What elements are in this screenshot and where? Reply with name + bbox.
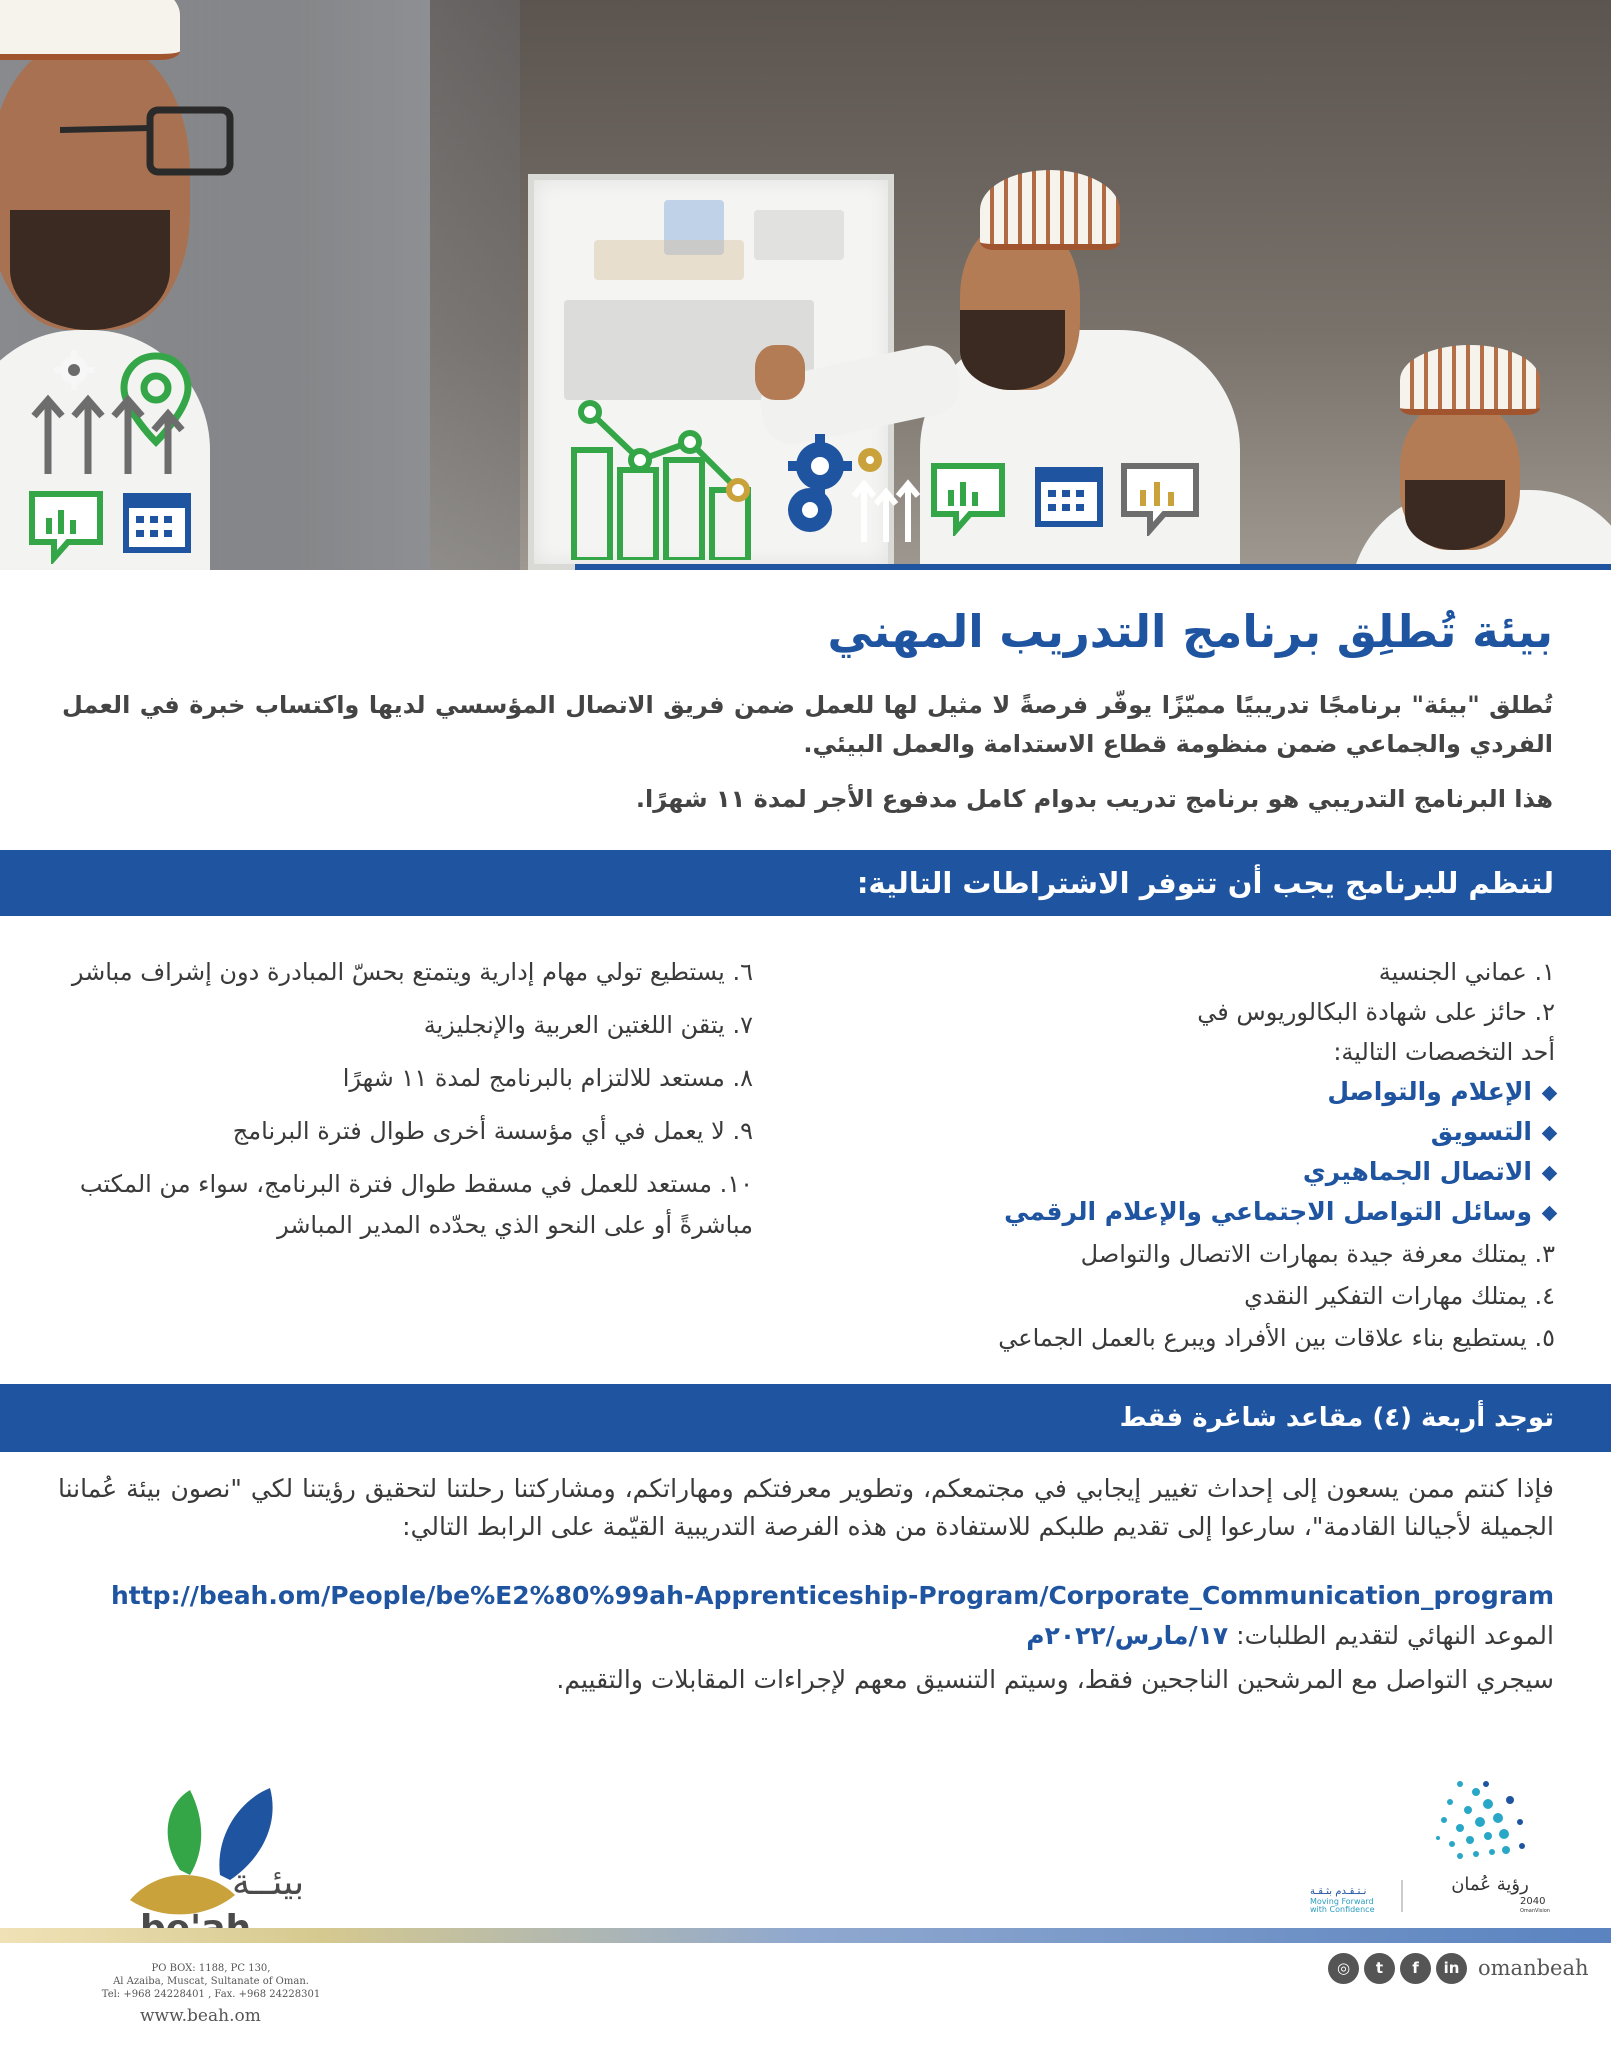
requirement-communication: ٣. يمتلك معرفة جيدة بمهارات الاتصال والتواصل: [1080, 1240, 1555, 1268]
linkedin-icon[interactable]: in: [1436, 1953, 1467, 1984]
growth-arrows-icon: [28, 378, 208, 474]
requirements-heading: لتنظم للبرنامج يجب أن تتوفر الاشتراطات التالية:: [856, 866, 1554, 900]
seats-banner: [0, 1384, 1611, 1452]
requirement-nationality: ١. عماني الجنسية: [1378, 958, 1555, 986]
presenter-hand: [755, 345, 805, 400]
hero-photo: [0, 0, 1611, 570]
diamond-bullet-icon: [1542, 1125, 1558, 1141]
calendar-icon: [122, 488, 192, 554]
person-seated: [1350, 340, 1611, 570]
requirement-location: ١٠. مستعد للعمل في مسقط طوال فترة البرنامج، سواء من المكتب مباشرةً أو على النحو الذي يحدّده المدير المباشر: [79, 1170, 753, 1239]
vision-sub: OmanVision: [1520, 1908, 1550, 1912]
chat-chart-icon-2: [930, 462, 1006, 536]
calendar-icon-2: [1034, 462, 1104, 528]
up-arrows-icon: [850, 472, 922, 542]
requirements-left-column: [53, 952, 753, 1258]
program-duration-note: هذا البرنامج التدريبي هو برنامج تدريب بدوام كامل مدفوع الأجر لمدة ١١ شهرًا.: [635, 785, 1553, 813]
application-link[interactable]: http://beah.om/People/be%E2%80%99ah-Apprenticeship-Program/Corporate_Communication_program: [110, 1581, 1554, 1610]
requirements-right-column: [835, 952, 1555, 1358]
requirement-exclusivity: ٩. لا يعمل في أي مؤسسة أخرى طوال فترة البرنامج: [232, 1117, 753, 1145]
postal-address: PO BOX: 1188, PC 130, Al Azaiba, Muscat, Sultanate of Oman. Tel: +968 24228401 , Fax. +968 24228301: [101, 1963, 321, 2000]
diamond-bullet-icon: [1542, 1165, 1558, 1181]
requirement-degree-cont: أحد التخصصات التالية:: [1333, 1038, 1555, 1066]
person-left-foreground: [0, 0, 240, 570]
glasses-icon: [60, 100, 240, 190]
contact-note: سيجري التواصل مع المرشحين الناجحين فقط، وسيتم التنسيق معهم لإجراءات المقابلات والتقييم.: [556, 1665, 1554, 1694]
vision-year: 2040: [1520, 1896, 1546, 1907]
diamond-bullet-icon: [1542, 1205, 1558, 1221]
moving-en-line2: with Confidence: [1310, 1905, 1375, 1912]
social-links: [1328, 1952, 1589, 1984]
requirement-degree: ٢. حائز على شهادة البكالوريوس في: [1197, 998, 1555, 1026]
instagram-icon[interactable]: ◎: [1328, 1953, 1359, 1984]
requirement-initiative: ٦. يستطيع تولي مهام إدارية ويتمتع بحسّ المبادرة دون إشراف مباشر: [71, 958, 753, 986]
footer-color-bar: [0, 1928, 1611, 1943]
hero-divider-line: [575, 564, 1611, 570]
specialization-item: الإعلام والتواصل: [835, 1072, 1555, 1112]
specialization-item: الاتصال الجماهيري: [835, 1152, 1555, 1192]
moving-en-line1: Moving Forward: [1310, 1897, 1374, 1906]
seats-text: توجد أربعة (٤) مقاعد شاغرة فقط: [1119, 1403, 1554, 1433]
vision-arabic: رؤية عُمان: [1451, 1874, 1529, 1895]
social-handle[interactable]: omanbeah: [1478, 1956, 1589, 1980]
bar-chart-icon: [570, 400, 760, 560]
moving-arabic: نـتـقـدم بثـقـة: [1310, 1886, 1367, 1897]
deadline-line: [1026, 1621, 1554, 1650]
logo-arabic: بيئــة: [232, 1862, 305, 1903]
twitter-icon[interactable]: t: [1364, 1953, 1395, 1984]
requirement-critical-thinking: ٤. يمتلك مهارات التفكير النقدي: [1244, 1282, 1555, 1310]
chat-chart-icon-3: [1120, 462, 1200, 536]
website-link[interactable]: www.beah.om: [140, 2006, 261, 2026]
deadline-label: الموعد النهائي لتقديم الطلبات:: [1236, 1621, 1554, 1650]
closing-paragraph: فإذا كنتم ممن يسعون إلى إحداث تغيير إيجابي في مجتمعكم، وتطوير معرفتكم ومهاراتكم، ومشاركتنا رحلتنا لتحقيق رؤيتنا لكي "نصون بيئة عُماننا الجميلة لأجيالنا القادمة"، سارعوا إلى تقديم طلبكم للاستفادة من هذه الفرصة التدريبية القيّمة على الرابط التالي:: [58, 1474, 1554, 1541]
requirement-teamwork: ٥. يستطيع بناء علاقات بين الأفراد ويبرع بالعمل الجماعي: [998, 1324, 1555, 1352]
oman-vision-2040-logo-icon: [1310, 1772, 1600, 1912]
page-title: بيئة تُطلِق برنامج التدريب المهني: [827, 605, 1553, 658]
diamond-bullet-icon: [1542, 1085, 1558, 1101]
intro-paragraph: تُطلق "بيئة" برنامجًا تدريبيًا مميّزًا يوفّر فرصةً لا مثيل لها للعمل ضمن فريق الاتصال المؤسسي لديها واكتساب خبرة في العمل الفردي والجماعي ضمن منظومة قطاع الاستدامة والعمل البيئي.: [62, 691, 1553, 758]
requirements-heading-band: [0, 850, 1611, 916]
specialization-item: التسويق: [835, 1112, 1555, 1152]
chat-chart-icon: [28, 490, 104, 564]
facebook-icon[interactable]: f: [1400, 1953, 1431, 1984]
requirement-commitment: ٨. مستعد للالتزام بالبرنامج لمدة ١١ شهرًا: [342, 1064, 753, 1092]
deadline-date: ١٧/مارس/٢٠٢٢م: [1026, 1621, 1229, 1650]
requirement-languages: ٧. يتقن اللغتين العربية والإنجليزية: [423, 1011, 753, 1039]
specialization-item: وسائل التواصل الاجتماعي والإعلام الرقمي: [835, 1192, 1555, 1232]
